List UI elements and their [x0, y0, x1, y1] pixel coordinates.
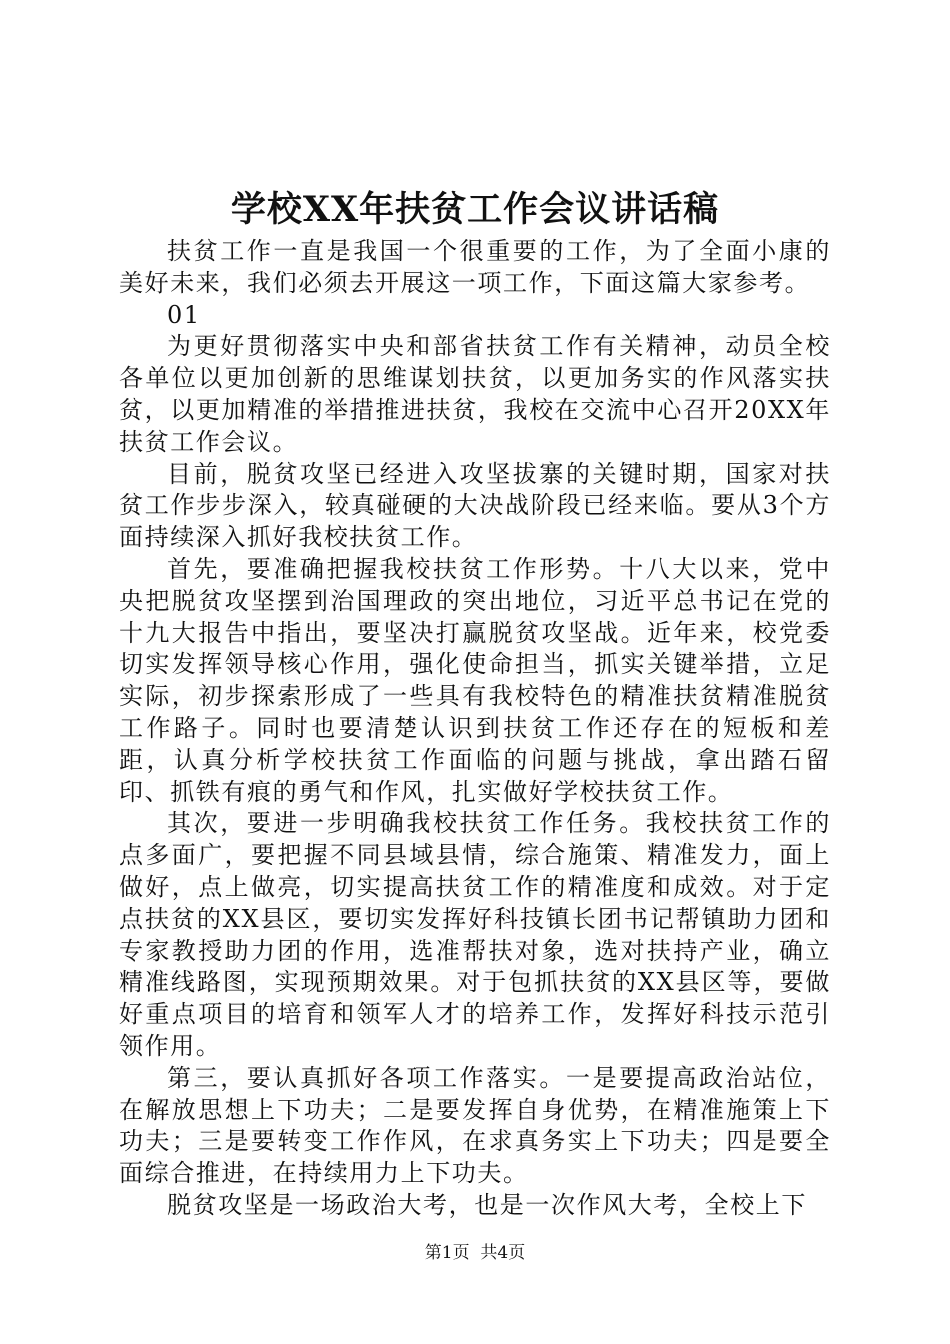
- document-title: 学校XX年扶贫工作会议讲话稿: [230, 189, 720, 230]
- paragraph: 其次，要进一步明确我校扶贫工作任务。我校扶贫工作的点多面广，要把握不同县域县情，综合施策、精准发力，面上做好，点上做亮，切实提高扶贫工作的精准度和成效。对于定点扶贫的XX县区，要切实发挥好科技镇长团书记帮镇助力团和专家教授助力团的作用，选准帮扶对象，选对扶持产业，确立精准线路图，实现预期效果。对于包抓扶贫的XX县区等，要做好重点项目的培育和领军人才的培养工作，发挥好科技示范引领作用。: [119, 809, 831, 1060]
- paragraph: 为更好贯彻落实中央和部省扶贫工作有关精神，动员全校各单位以更加创新的思维谋划扶贫，以更加务实的作风落实扶贫，以更加精准的举措推进扶贫，我校在交流中心召开20XX年扶贫工作会议。: [119, 332, 831, 456]
- paragraph-intro: 扶贫工作一直是我国一个很重要的工作，为了全面小康的美好未来，我们必须去开展这一项工作，下面这篇大家参考。: [119, 237, 831, 297]
- page-footer: 第1页 共4页: [424, 1243, 526, 1263]
- paragraph: 第三，要认真抓好各项工作落实。一是要提高政治站位，在解放思想上下功夫；二是要发挥自身优势，在精准施策上下功夫；三是要转变工作作风，在求真务实上下功夫；四是要全面综合推进，在持续用力上下功夫。: [119, 1063, 831, 1188]
- section-number: 01: [167, 300, 201, 329]
- document-body: [119, 236, 831, 1222]
- paragraph: 首先，要准确把握我校扶贫工作形势。十八大以来，党中央把脱贫攻坚摆到治国理政的突出地位，习近平总书记在党的十九大报告中指出，要坚决打赢脱贫攻坚战。近年来，校党委切实发挥领导核心作用，强化使命担当，抓实关键举措，立足实际，初步探索形成了一些具有我校特色的精准扶贫精准脱贫工作路子。同时也要清楚认识到扶贫工作还存在的短板和差距，认真分析学校扶贫工作面临的问题与挑战，拿出踏石留印、抓铁有痕的勇气和作风，扎实做好学校扶贫工作。: [119, 554, 831, 806]
- paragraph: 目前，脱贫攻坚已经进入攻坚拔寨的关键时期，国家对扶贫工作步步深入，较真碰硬的大决战阶段已经来临。要从3个方面持续深入抓好我校扶贫工作。: [119, 459, 831, 552]
- paragraph: 脱贫攻坚是一场政治大考，也是一次作风大考，全校上下: [167, 1190, 807, 1219]
